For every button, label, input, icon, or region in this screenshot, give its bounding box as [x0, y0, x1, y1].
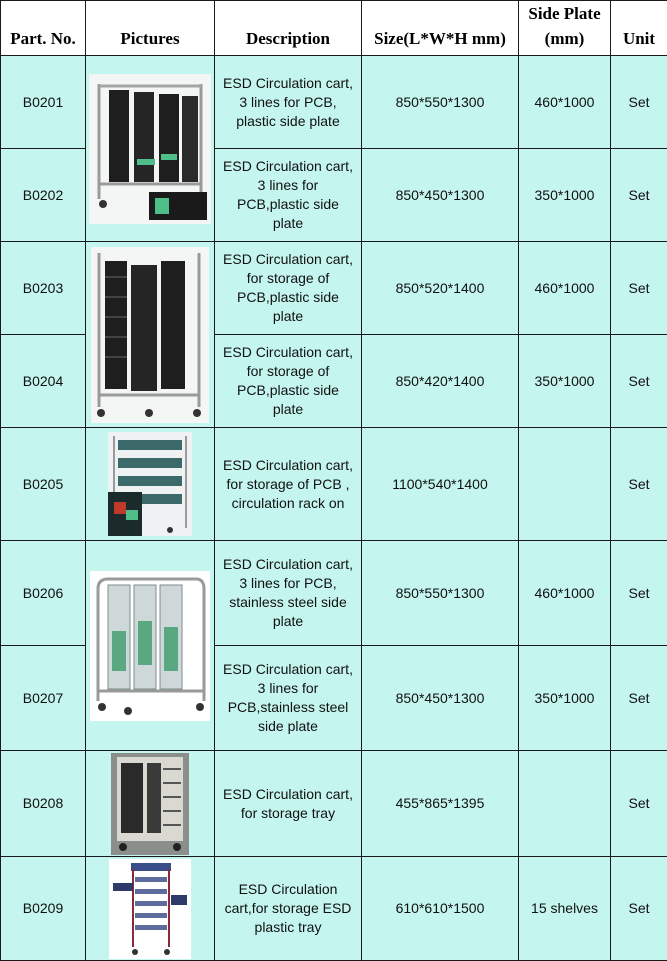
- size-cell: 455*865*1395: [362, 751, 519, 857]
- size-cell: 850*550*1300: [362, 56, 519, 149]
- part-no-cell: B0202: [1, 149, 86, 242]
- table-row: [1, 751, 667, 857]
- table-row: [1, 428, 667, 541]
- cart-photo-circulation-rack: [108, 432, 192, 536]
- unit-cell: Set: [611, 428, 667, 541]
- header-part-no: Part. No.: [1, 1, 86, 56]
- side-plate-cell: 350*1000: [519, 646, 611, 751]
- part-no-cell: B0207: [1, 646, 86, 751]
- header-size: Size(L*W*H mm): [362, 1, 519, 56]
- cart-photo-plastic-3-lines: [89, 74, 211, 224]
- side-plate-cell: 350*1000: [519, 335, 611, 428]
- header-unit: Unit: [611, 1, 667, 56]
- description-cell: ESD Circulation cart, for storage of PCB , circulation rack on: [215, 428, 362, 541]
- description-cell: ESD Circulation cart, 3 lines for PCB,plastic side plate: [215, 149, 362, 242]
- size-cell: 850*450*1300: [362, 646, 519, 751]
- part-no-cell: B0203: [1, 242, 86, 335]
- unit-cell: Set: [611, 857, 667, 961]
- part-no-cell: B0208: [1, 751, 86, 857]
- part-no-cell: B0209: [1, 857, 86, 961]
- unit-cell: Set: [611, 646, 667, 751]
- description-cell: ESD Circulation cart, for storage of PCB,plastic side plate: [215, 242, 362, 335]
- header-row: [1, 1, 667, 56]
- header-side-plate: Side Plate (mm): [519, 1, 611, 56]
- part-no-cell: B0206: [1, 541, 86, 646]
- picture-cell: [86, 56, 215, 242]
- cart-photo-storage-pcb: [91, 247, 209, 423]
- description-cell: ESD Circulation cart,for storage ESD plastic tray: [215, 857, 362, 961]
- picture-cell: [86, 428, 215, 541]
- description-cell: ESD Circulation cart, 3 lines for PCB, stainless steel side plate: [215, 541, 362, 646]
- unit-cell: Set: [611, 149, 667, 242]
- unit-cell: Set: [611, 335, 667, 428]
- side-plate-cell: [519, 428, 611, 541]
- picture-cell: [86, 751, 215, 857]
- size-cell: 850*420*1400: [362, 335, 519, 428]
- table-row: [1, 56, 667, 149]
- side-plate-cell: 15 shelves: [519, 857, 611, 961]
- cart-photo-esd-plastic-tray: [109, 859, 191, 959]
- cart-photo-storage-tray: [111, 753, 189, 855]
- part-no-cell: B0204: [1, 335, 86, 428]
- description-cell: ESD Circulation cart, 3 lines for PCB,stainless steel side plate: [215, 646, 362, 751]
- part-no-cell: B0201: [1, 56, 86, 149]
- size-cell: 850*520*1400: [362, 242, 519, 335]
- picture-cell: [86, 541, 215, 751]
- unit-cell: Set: [611, 242, 667, 335]
- size-cell: 610*610*1500: [362, 857, 519, 961]
- table-row: [1, 541, 667, 646]
- side-plate-cell: 460*1000: [519, 541, 611, 646]
- size-cell: 850*450*1300: [362, 149, 519, 242]
- side-plate-cell: 460*1000: [519, 242, 611, 335]
- side-plate-cell: 460*1000: [519, 56, 611, 149]
- table-row: [1, 857, 667, 961]
- unit-cell: Set: [611, 751, 667, 857]
- side-plate-cell: 350*1000: [519, 149, 611, 242]
- description-cell: ESD Circulation cart, 3 lines for PCB, plastic side plate: [215, 56, 362, 149]
- size-cell: 850*550*1300: [362, 541, 519, 646]
- table-row: [1, 242, 667, 335]
- header-description: Description: [215, 1, 362, 56]
- description-cell: ESD Circulation cart, for storage tray: [215, 751, 362, 857]
- header-pictures: Pictures: [86, 1, 215, 56]
- picture-cell: [86, 242, 215, 428]
- description-cell: ESD Circulation cart, for storage of PCB,plastic side plate: [215, 335, 362, 428]
- unit-cell: Set: [611, 541, 667, 646]
- cart-photo-stainless-3-lines: [90, 571, 210, 721]
- picture-cell: [86, 857, 215, 961]
- side-plate-cell: [519, 751, 611, 857]
- size-cell: 1100*540*1400: [362, 428, 519, 541]
- unit-cell: Set: [611, 56, 667, 149]
- part-no-cell: B0205: [1, 428, 86, 541]
